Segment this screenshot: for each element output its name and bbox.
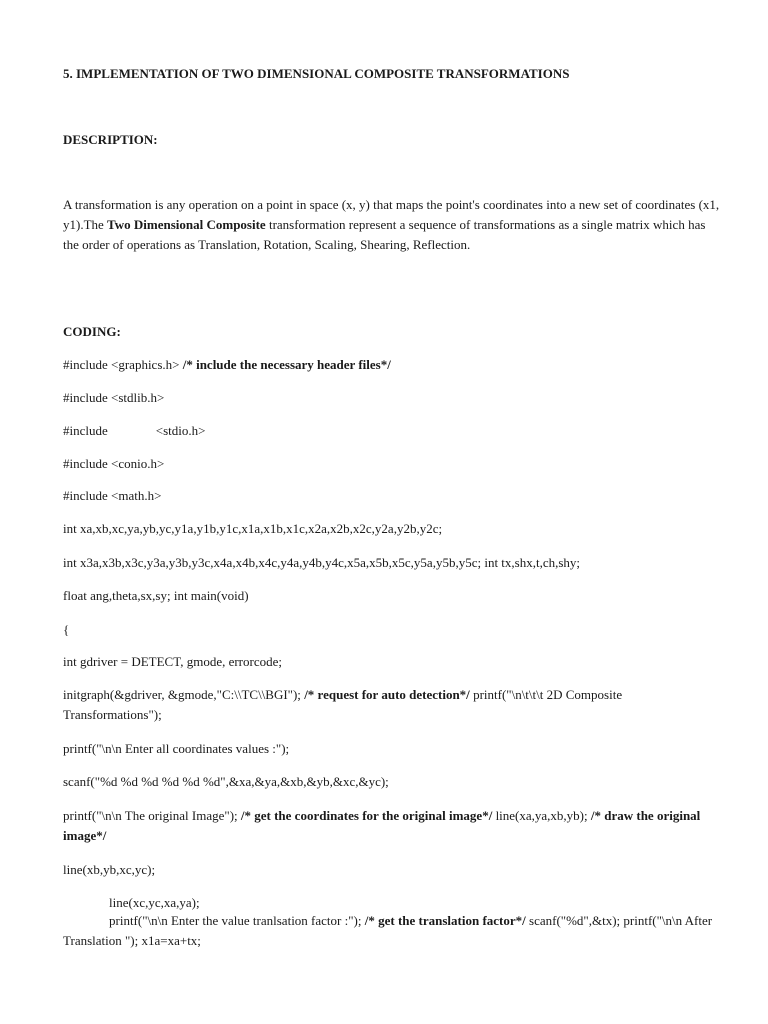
code-text: printf("\n\t\t\t 2D Composite Transformations"); — [63, 687, 623, 722]
code-line: #include <stdlib.h> — [63, 390, 165, 405]
description-text-2: transformation represent a sequence of transformations as a single matrix which has the order of operations as Translation, Rotation, Scaling, Shearing, Reflection. — [63, 217, 706, 252]
code-line — [63, 421, 723, 441]
code-line: #include <conio.h> — [63, 456, 165, 471]
code-text: initgraph(&gdriver, &gmode,"C:\\TC\\BGI"); — [63, 687, 305, 702]
code-comment: /* request for auto detection*/ — [304, 687, 470, 702]
code-text: printf("\n\n After Translation "); x1a=xa+tx; — [63, 913, 713, 948]
code-line: line(xb,yb,xc,yc); — [63, 862, 156, 877]
code-line — [63, 806, 723, 846]
code-line: printf("\n\n Enter all coordinates values :"); — [63, 741, 290, 756]
code-comment: /* include the necessary header files*/ — [182, 357, 391, 372]
code-line: { — [63, 622, 70, 637]
code-line: int x3a,x3b,x3c,y3a,y3b,y3c,x4a,x4b,x4c,y4a,y4b,y4c,x5a,x5b,x5c,y5a,y5b,y5c; int tx,shx,t,ch,shy; — [63, 555, 581, 570]
description-text-1: A transformation is any operation on a point in space (x, y) that maps the point's coordinates into a new set of coordinates (x1, y1).The — [63, 197, 720, 232]
code-line: line(xc,yc,xa,ya); — [109, 895, 200, 910]
code-text: printf("\n\n The original Image"); — [63, 808, 241, 823]
code-text: printf("\n\n Enter the value tranlsation factor :"); — [109, 913, 365, 928]
description-bold-term: Two Dimensional Composite — [107, 217, 266, 232]
code-line: scanf("%d %d %d %d %d %d",&xa,&ya,&xb,&yb,&xc,&yc); — [63, 774, 389, 789]
page-title: 5. IMPLEMENTATION OF TWO DIMENSIONAL COMPOSITE TRANSFORMATIONS — [63, 66, 570, 81]
code-comment: /* get the translation factor*/ — [364, 913, 526, 928]
code-line: int xa,xb,xc,ya,yb,yc,y1a,y1b,y1c,x1a,x1b,x1c,x2a,x2b,x2c,y2a,y2b,y2c; — [63, 521, 443, 536]
code-text: line(xa,ya,xb,yb); — [492, 808, 591, 823]
code-line — [63, 355, 723, 375]
code-line — [63, 685, 723, 725]
coding-heading: CODING: — [63, 324, 121, 339]
code-comment: /* get the coordinates for the original image*/ — [240, 808, 493, 823]
code-text: #include — [63, 423, 108, 438]
code-text: #include <graphics.h> — [63, 357, 183, 372]
code-line — [63, 911, 723, 951]
code-line: #include <math.h> — [63, 488, 162, 503]
code-line: float ang,theta,sx,sy; int main(void) — [63, 588, 249, 603]
description-heading: DESCRIPTION: — [63, 132, 158, 147]
description-paragraph — [63, 195, 723, 255]
code-comment: /* draw the original image*/ — [63, 808, 701, 843]
code-line: int gdriver = DETECT, gmode, errorcode; — [63, 654, 282, 669]
code-text: <stdio.h> — [155, 423, 206, 438]
code-text: scanf("%d",&tx); — [525, 913, 621, 928]
